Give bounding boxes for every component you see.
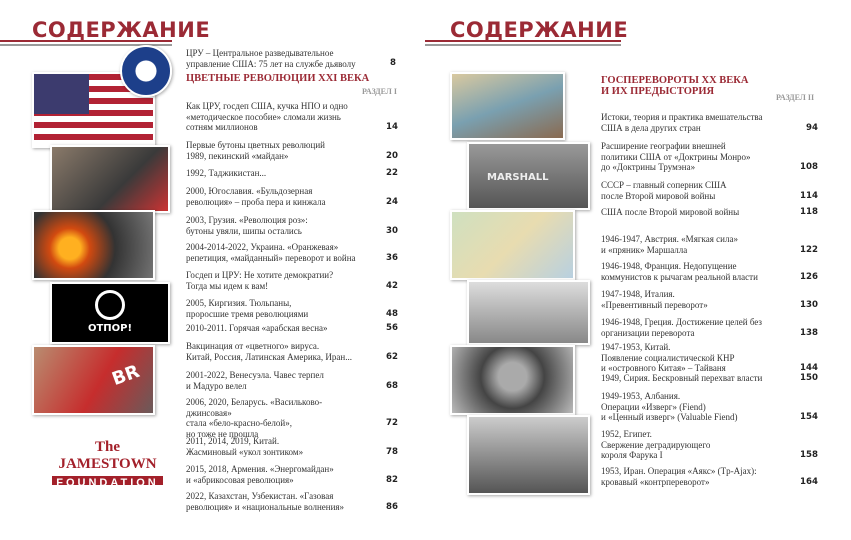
toc-entry[interactable]: 1946-1948, Франция. Недопущение коммунистов к рычагам реальной власти xyxy=(601,261,758,282)
toc-entry[interactable]: 1949, Сирия. Бескровный перехват власти xyxy=(601,373,763,383)
toc-page-number[interactable]: 62 xyxy=(386,351,398,362)
toc-page-number[interactable]: 86 xyxy=(386,501,398,512)
jamestown-logo-text: The JAMESTOWN xyxy=(58,439,157,472)
protest-flag-photo xyxy=(32,345,155,415)
toc-page-number[interactable]: 22 xyxy=(386,168,398,178)
toc-entry-intro[interactable]: ЦРУ – Центральное разведывательное управление США: 75 лет на службе дьяволу xyxy=(186,48,356,69)
otpor-logo-text: ОТПОР! xyxy=(87,323,133,334)
toc-entry[interactable]: 2011, 2014, 2019, Китай. Жасминовый «укол зонтиком» xyxy=(186,436,304,457)
toc-page-number[interactable]: 114 xyxy=(800,190,818,201)
toc-page-number[interactable]: 48 xyxy=(386,308,398,319)
toc-page-number[interactable]: 154 xyxy=(800,412,818,423)
toc-entry[interactable]: Первые бутоны цветных революций 1989, пекинский «майдан» xyxy=(186,140,325,161)
title-rule xyxy=(425,40,621,46)
toc-entry[interactable]: США после Второй мировой войны xyxy=(601,207,740,217)
toc-page-number[interactable]: 126 xyxy=(800,271,818,282)
toc-page-number[interactable]: 138 xyxy=(800,327,818,338)
jamestown-foundation-logo xyxy=(50,425,165,487)
map-image xyxy=(450,210,575,280)
toc-page-number[interactable]: 130 xyxy=(800,299,818,310)
br-flag-text: BR xyxy=(109,360,143,391)
toc-page-number[interactable]: 94 xyxy=(806,122,818,133)
toc-entry[interactable]: 2010-2011. Горячая «арабская весна» xyxy=(186,323,328,333)
marshall-plan-photo xyxy=(467,142,590,210)
toc-entry[interactable]: 2015, 2018, Армения. «Энергомайдан» и «абрикосовая революция» xyxy=(186,464,334,485)
toc-page-number[interactable]: 30 xyxy=(386,225,398,236)
toppled-statue-photo xyxy=(467,280,590,345)
toc-page-number[interactable]: 72 xyxy=(386,418,398,429)
toc-page-number[interactable]: 118 xyxy=(800,207,818,217)
toc-entry[interactable]: 1946-1947, Австрия. «Мягкая сила» и «пряник» Маршалла xyxy=(601,234,738,255)
toc-entry[interactable]: 1952, Египет. Свержение деградирующего короля Фарука I xyxy=(601,429,711,461)
toc-page-number[interactable]: 8 xyxy=(390,58,396,68)
street-crowd-photo xyxy=(467,415,590,495)
historical-illustration-1 xyxy=(450,72,565,140)
toc-entry[interactable]: 1992, Таджикистан... xyxy=(186,168,267,178)
toc-page-number[interactable]: 20 xyxy=(386,150,398,161)
toc-page-number[interactable]: 108 xyxy=(800,162,818,173)
cia-seal-image xyxy=(120,45,172,97)
toc-entry[interactable]: 2003, Грузия. «Революция роз»: бутоны увяли, шипы остались xyxy=(186,215,308,236)
page-title: СОДЕРЖАНИЕ xyxy=(450,18,629,42)
toc-entry[interactable]: Госдеп и ЦРУ: Не хотите демократии? Тогда мы идем к вам! xyxy=(186,270,334,291)
section-title: ЦВЕТНЫЕ РЕВОЛЮЦИИ XXI ВЕКА xyxy=(186,73,370,84)
toc-entry[interactable]: 1953, Иран. Операция «Аякс» (Tp-Ajax): кровавый «контрпереворот» xyxy=(601,466,757,487)
toc-page-number[interactable]: 14 xyxy=(386,122,398,133)
toc-page-number[interactable]: 56 xyxy=(386,323,398,333)
fist-icon xyxy=(95,290,125,320)
toc-page-number[interactable]: 42 xyxy=(386,280,398,291)
toc-page-number[interactable]: 68 xyxy=(386,380,398,391)
toc-entry[interactable]: 1947-1953, Китай. Появление социалистической КНР и «островного Китая» – Тайваня xyxy=(601,342,735,374)
toc-entry[interactable]: 2006, 2020, Беларусь. «Васильково-джинсовая» стала «бело-красно-белой», но тоже не прошла xyxy=(186,397,323,439)
toc-entry[interactable]: 1946-1948, Греция. Достижение целей без организации переворота xyxy=(601,317,762,338)
toc-page-number[interactable]: 36 xyxy=(386,252,398,263)
toc-page-number[interactable]: 82 xyxy=(386,474,398,485)
otpor-logo-image xyxy=(50,282,170,344)
toc-entry[interactable]: 1947-1948, Италия. «Превентивный переворот» xyxy=(601,289,708,310)
toc-page-number[interactable]: 78 xyxy=(386,446,398,457)
toc-entry[interactable]: 1949-1953, Албания. Операции «Изверг» (Fiend) и «Ценный изверг» (Valuable Fiend) xyxy=(601,391,738,423)
marshall-sign-text: MARSHALL xyxy=(487,172,549,183)
section-label: РАЗДЕЛ II xyxy=(776,93,815,102)
toc-page-number[interactable]: 150 xyxy=(800,373,818,383)
toc-page-number[interactable]: 144 xyxy=(800,363,818,374)
toc-entry[interactable]: Вакцинация от «цветного» вируса. Китай, Россия, Латинская Америка, Иран... xyxy=(186,341,352,362)
toc-entry[interactable]: 2001-2022, Венесуэла. Чавес терпел и Мадуро велел xyxy=(186,370,324,391)
toc-entry[interactable]: 2005, Киргизия. Тюльпаны, проросшие тремя революциями xyxy=(186,298,309,319)
toc-page-number[interactable]: 24 xyxy=(386,196,398,207)
toc-entry[interactable]: Истоки, теория и практика вмешательства США в дела других стран xyxy=(601,112,763,133)
fire-protest-photo xyxy=(32,210,155,280)
section-label: РАЗДЕЛ I xyxy=(362,87,397,96)
section-title: ГОСПЕРЕВОРОТЫ XX ВЕКА И ИХ ПРЕДЫСТОРИЯ xyxy=(601,75,749,97)
toc-entry[interactable]: Как ЦРУ, госдеп США, кучка НПО и одно «методическое пособие» сломали жизнь сотням миллионов xyxy=(186,101,348,133)
military-officer-portrait xyxy=(450,345,575,415)
page-title: СОДЕРЖАНИЕ xyxy=(32,18,211,42)
tiananmen-protest-photo xyxy=(50,145,170,213)
foundation-logo-text: FOUNDATION xyxy=(52,476,163,487)
toc-entry[interactable]: Расширение географии внешней политики США от «Доктрины Монро» до «Доктрины Трумэна» xyxy=(601,141,751,173)
toc-entry[interactable]: 2022, Казахстан, Узбекистан. «Газовая революция» и «национальные волнения» xyxy=(186,491,345,512)
toc-page-number[interactable]: 164 xyxy=(800,476,818,487)
toc-entry[interactable]: 2000, Югославия. «Бульдозерная революция» – проба пера и кинжала xyxy=(186,186,326,207)
toc-page-number[interactable]: 158 xyxy=(800,450,818,461)
toc-page-number[interactable]: 122 xyxy=(800,244,818,255)
toc-entry[interactable]: 2004-2014-2022, Украина. «Оранжевая» репетиция, «майданный» переворот и война xyxy=(186,242,356,263)
toc-entry[interactable]: СССР – главный соперник США после Второй мировой войны xyxy=(601,180,727,201)
